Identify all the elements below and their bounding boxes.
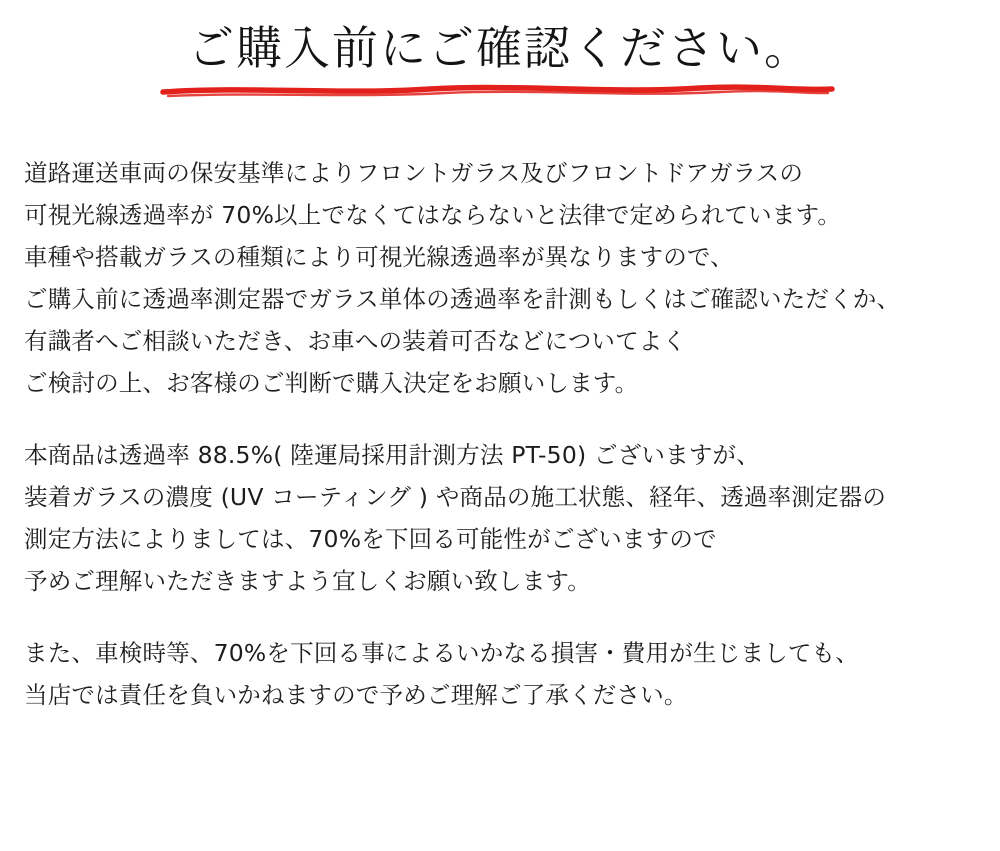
paragraph-line: 可視光線透過率が 70%以上でなくてはならないと法律で定められています。 [24, 201, 842, 229]
paragraph-line: ご検討の上、お客様のご判断で購入決定をお願いします。 [24, 369, 639, 397]
paragraph-liability-notice [24, 632, 964, 716]
paragraph-line: 測定方法によりましては、70%を下回る可能性がございますので [24, 525, 717, 553]
notice-body [24, 152, 964, 716]
paragraph-line: 装着ガラスの濃度 (UV コーティング ) や商品の施工状態、経年、透過率測定器の [24, 483, 887, 511]
paragraph-line: 道路運送車両の保安基準によりフロントガラス及びフロントドアガラスの [24, 159, 804, 187]
title-block [0, 22, 1000, 101]
paragraph-line: 車種や搭載ガラスの種類により可視光線透過率が異なりますので、 [24, 243, 734, 271]
paragraph-line: ご購入前に透過率測定器でガラス単体の透過率を計測もしくはご確認いただくか、 [24, 285, 901, 313]
paragraph-line: 有識者へご相談いただき、お車への装着可否などについてよく [24, 327, 687, 355]
paragraph-line: 当店では責任を負いかねますので予めご理解ご了承ください。 [24, 681, 688, 709]
paragraph-line: また、車検時等、70%を下回る事によるいかなる損害・費用が生じましても、 [24, 639, 859, 667]
paragraph-line: 予めご理解いただきますよう宜しくお願い致します。 [24, 567, 591, 595]
page-title: ご購入前にご確認ください。 [188, 21, 812, 75]
paragraph-legal-notice [24, 152, 964, 404]
paragraph-product-spec [24, 434, 964, 602]
paragraph-line: 本商品は透過率 88.5%( 陸運局採用計測方法 PT-50) ございますが、 [24, 441, 760, 469]
title-underline [0, 81, 1000, 101]
